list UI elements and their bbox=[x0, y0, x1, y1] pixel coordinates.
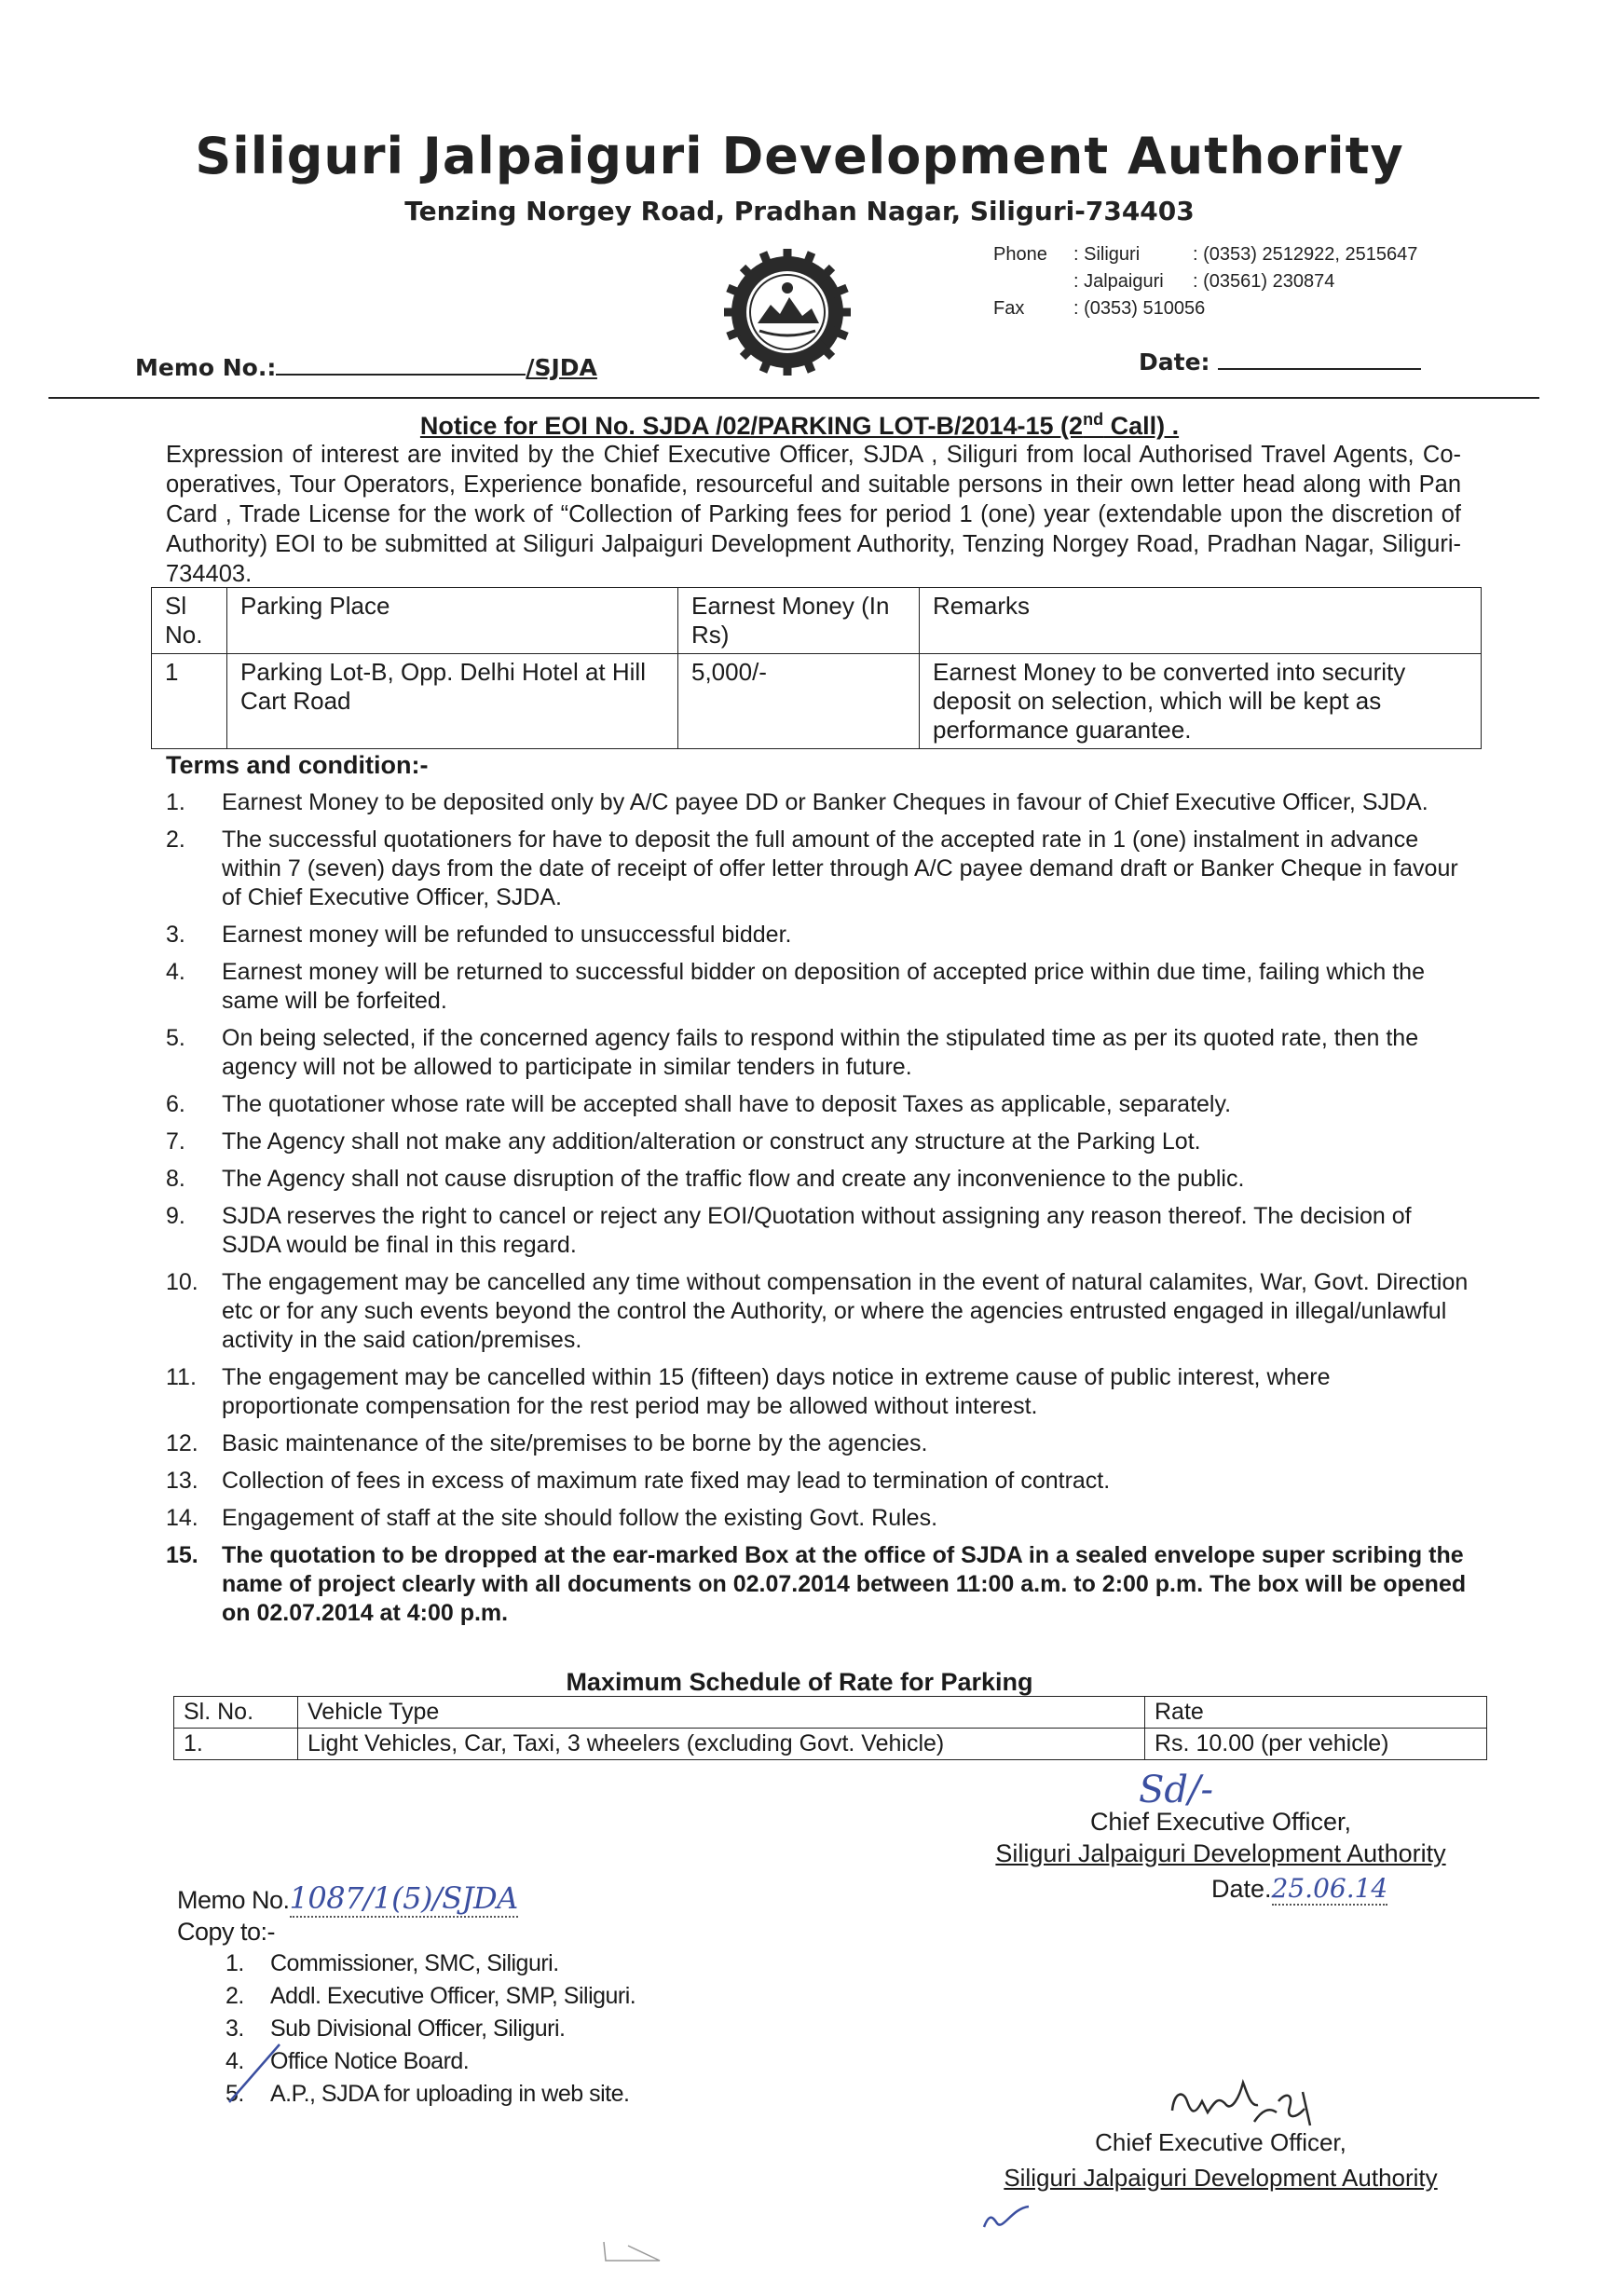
term-number: 8. bbox=[166, 1166, 185, 1192]
list-item bbox=[166, 1128, 1470, 1156]
term-text: Earnest money will be returned to successful bidder on deposition of accepted price within due time, failing which the same will be forfeited. bbox=[222, 959, 1425, 1014]
list-item bbox=[166, 788, 1470, 817]
list-item bbox=[166, 1090, 1470, 1119]
cell-sl: 1. bbox=[174, 1729, 298, 1760]
list-item bbox=[166, 1541, 1470, 1628]
copy-number: 2. bbox=[226, 1983, 244, 2009]
copy-memo-line bbox=[177, 1880, 518, 1916]
organization-title: Siliguri Jalpaiguri Development Authority bbox=[195, 127, 1404, 185]
parking-table-header bbox=[152, 588, 1482, 654]
term-number: 4. bbox=[166, 959, 185, 985]
table-row bbox=[174, 1729, 1487, 1760]
organization-address: Tenzing Norgey Road, Pradhan Nagar, Siliguri-734403 bbox=[404, 196, 1195, 226]
list-item bbox=[166, 958, 1470, 1016]
scan-mark-icon bbox=[600, 2236, 665, 2264]
signature-top-date bbox=[1211, 1873, 1387, 1904]
date-blank bbox=[1218, 368, 1421, 370]
memo-blank bbox=[276, 374, 526, 376]
term-text: The quotation to be dropped at the ear-marked Box at the office of SJDA in a sealed envelope super scribing the name of project clearly with all documents on 02.07.2014 between 11:00 a.m. to 2:00 p.m. The box will be opened on 02.07.2014 at 4:00 p.m. bbox=[222, 1542, 1467, 1626]
copy-text: Sub Divisional Officer, Siliguri. bbox=[270, 2016, 566, 2042]
term-number: 12. bbox=[166, 1430, 198, 1456]
cell-parking-place: Parking Lot-B, Opp. Delhi Hotel at Hill Cart Road bbox=[227, 654, 678, 749]
date-label: Date: bbox=[1139, 348, 1210, 376]
term-text: Earnest Money to be deposited only by A/C payee DD or Banker Cheques in favour of Chief Executive Officer, SJDA. bbox=[222, 789, 1428, 815]
terms-list bbox=[166, 788, 1470, 1636]
term-number: 10. bbox=[166, 1269, 198, 1295]
term-number: 7. bbox=[166, 1128, 185, 1155]
cell-vehicle-type: Light Vehicles, Car, Taxi, 3 wheelers (excluding Govt. Vehicle) bbox=[298, 1729, 1145, 1760]
col-header-sl: Sl. No. bbox=[174, 1697, 298, 1729]
contact-place: : Siliguri bbox=[1073, 244, 1141, 265]
table-row bbox=[152, 654, 1482, 749]
list-item bbox=[166, 826, 1470, 912]
memo-suffix: /SJDA bbox=[526, 354, 597, 381]
list-item bbox=[166, 1024, 1470, 1082]
list-item bbox=[226, 2078, 878, 2111]
list-item bbox=[226, 2013, 878, 2045]
list-item bbox=[166, 1504, 1470, 1533]
term-number: 9. bbox=[166, 1203, 185, 1229]
term-text: Earnest money will be refunded to unsuccessful bidder. bbox=[222, 922, 792, 948]
pen-mark-icon bbox=[980, 2199, 1036, 2236]
sjda-seal-logo bbox=[722, 247, 853, 377]
term-text: The engagement may be cancelled within 15 (fifteen) days notice in extreme cause of public interest, where proportionate compensation for the rest period may be allowed without interest. bbox=[222, 1364, 1331, 1419]
col-header-earnest-money: Earnest Money (In Rs) bbox=[678, 588, 920, 654]
schedule-table bbox=[173, 1696, 1487, 1760]
col-header-rate: Rate bbox=[1145, 1697, 1487, 1729]
list-item bbox=[166, 1268, 1470, 1355]
list-item bbox=[166, 1467, 1470, 1496]
copy-number: 3. bbox=[226, 2016, 244, 2042]
list-item bbox=[166, 1165, 1470, 1194]
copy-memo-value: 1087/1(5)/SJDA bbox=[289, 1880, 518, 1916]
term-number: 6. bbox=[166, 1091, 185, 1117]
term-text: Engagement of staff at the site should follow the existing Govt. Rules. bbox=[222, 1505, 938, 1531]
copy-memo-label: Memo No. bbox=[177, 1886, 290, 1914]
term-text: The successful quotationers for have to deposit the full amount of the accepted rate in 1 (one) instalment in advance within 7 (seven) days from the date of receipt of offer letter through A/C payee demand draft or Banker Cheque in favour of Chief Executive Officer, SJDA. bbox=[222, 827, 1458, 910]
cell-remarks: Earnest Money to be converted into security deposit on selection, which will be kept as performance guarantee. bbox=[920, 654, 1482, 749]
list-item bbox=[166, 1202, 1470, 1260]
copy-number: 4. bbox=[226, 2048, 244, 2074]
contact-block bbox=[991, 240, 1425, 323]
copy-text: Commissioner, SMC, Siliguri. bbox=[270, 1950, 559, 1976]
notice-title bbox=[0, 410, 1599, 441]
col-header-vehicle-type: Vehicle Type bbox=[298, 1697, 1145, 1729]
term-number: 13. bbox=[166, 1468, 198, 1494]
copy-to-label: Copy to:- bbox=[177, 1918, 276, 1946]
list-item bbox=[166, 921, 1470, 950]
checkmark-icon bbox=[224, 2041, 298, 2115]
signature-bottom-designation: Chief Executive Officer, bbox=[1095, 2128, 1346, 2156]
date-line bbox=[1139, 348, 1421, 376]
term-text: SJDA reserves the right to cancel or reject any EOI/Quotation without assigning any reason thereof. The decision of SJDA would be final in this regard. bbox=[222, 1203, 1412, 1258]
list-item bbox=[166, 1363, 1470, 1421]
term-number: 11. bbox=[166, 1364, 197, 1390]
cell-rate: Rs. 10.00 (per vehicle) bbox=[1145, 1729, 1487, 1760]
term-number: 5. bbox=[166, 1025, 185, 1051]
term-number: 15. bbox=[166, 1542, 198, 1568]
contact-place: : (0353) 510056 bbox=[1073, 298, 1206, 319]
notice-title-end: Call) . bbox=[1103, 412, 1180, 440]
term-text: Basic maintenance of the site/premises to be borne by the agencies. bbox=[222, 1430, 928, 1456]
handwritten-initials-signature bbox=[1165, 2064, 1323, 2139]
contact-label: Fax bbox=[993, 298, 1025, 319]
schedule-table-header bbox=[174, 1697, 1487, 1729]
list-item bbox=[166, 1429, 1470, 1458]
term-number: 1. bbox=[166, 789, 185, 815]
memo-label: Memo No.: bbox=[135, 354, 277, 381]
schedule-heading: Maximum Schedule of Rate for Parking bbox=[566, 1668, 1033, 1696]
contact-row bbox=[993, 296, 1423, 321]
contact-label: Phone bbox=[993, 244, 1047, 265]
term-number: 14. bbox=[166, 1505, 198, 1531]
term-text: The Agency shall not cause disruption of the traffic flow and create any inconvenience to the public. bbox=[222, 1166, 1245, 1192]
date-label: Date. bbox=[1211, 1875, 1272, 1903]
copy-text: Addl. Executive Officer, SMP, Siliguri. bbox=[270, 1983, 636, 2009]
copy-number: 1. bbox=[226, 1950, 244, 1976]
copy-number: 5. bbox=[226, 2081, 244, 2107]
parking-table bbox=[151, 587, 1482, 749]
copy-text: Office Notice Board. bbox=[270, 2048, 470, 2074]
contact-row bbox=[993, 242, 1423, 267]
col-header-remarks: Remarks bbox=[920, 588, 1482, 654]
notice-body: Expression of interest are invited by the Chief Executive Officer, SJDA , Siliguri from local Authorised Travel Agents, Co-operatives, Tour Operators, Experience bonafide, resourceful and suitable persons in their own letter head along with Pan Card , Trade License for the work of “Collection of Parking fees for period 1 (one) year (extendable upon the discretion of Authority) EOI to be submitted at Siliguri Jalpaiguri Development Authority, Tenzing Norgey Road, Pradhan Nagar, Siliguri-734403. bbox=[166, 442, 1461, 587]
term-text: On being selected, if the concerned agency fails to respond within the stipulated time as per its quoted rate, then the agency will not be allowed to participate in similar tenders in future. bbox=[222, 1025, 1419, 1080]
signature-top-organization: Siliguri Jalpaiguri Development Authority bbox=[995, 1839, 1446, 1867]
signature-sd: Sd/- bbox=[1139, 1769, 1213, 1811]
contact-number: : (03561) 230874 bbox=[1193, 271, 1335, 292]
list-item bbox=[226, 1980, 878, 2013]
copy-text: A.P., SJDA for uploading in web site. bbox=[270, 2081, 630, 2107]
term-text: Collection of fees in excess of maximum rate fixed may lead to termination of contract. bbox=[222, 1468, 1111, 1494]
term-text: The quotationer whose rate will be accepted shall have to deposit Taxes as applicable, separately. bbox=[222, 1091, 1232, 1117]
col-header-sl: Sl No. bbox=[152, 588, 227, 654]
contact-place: : Jalpaiguri bbox=[1073, 271, 1164, 292]
contact-number: : (0353) 2512922, 2515647 bbox=[1193, 244, 1418, 265]
date-value: 25.06.14 bbox=[1271, 1873, 1388, 1904]
notice-title-main: Notice for EOI No. SJDA /02/PARKING LOT-B/2014-15 (2 bbox=[419, 412, 1084, 440]
cell-earnest-money: 5,000/- bbox=[678, 654, 920, 749]
term-number: 3. bbox=[166, 922, 185, 948]
copy-list bbox=[226, 1948, 878, 2111]
contact-row bbox=[993, 269, 1423, 294]
signature-top-designation: Chief Executive Officer, bbox=[1089, 1808, 1352, 1836]
notice-title-superscript: nd bbox=[1083, 410, 1104, 429]
term-text: The Agency shall not make any addition/alteration or construct any structure at the Parking Lot. bbox=[222, 1128, 1201, 1155]
col-header-parking-place: Parking Place bbox=[227, 588, 678, 654]
term-text: The engagement may be cancelled any time without compensation in the event of natural calamites, War, Govt. Direction etc or for any such events beyond the control the Authority, or where the agencies entrusted engaged in illegal/unlawful activity in the said cation/premises. bbox=[222, 1269, 1469, 1353]
contact-label bbox=[993, 269, 1072, 294]
list-item bbox=[226, 2045, 878, 2078]
list-item bbox=[226, 1948, 878, 1980]
header-divider bbox=[48, 397, 1539, 399]
term-number: 2. bbox=[166, 827, 185, 853]
memo-number-line bbox=[135, 354, 597, 381]
cell-sl: 1 bbox=[152, 654, 227, 749]
terms-heading: Terms and condition:- bbox=[166, 751, 429, 779]
signature-bottom-organization: Siliguri Jalpaiguri Development Authority bbox=[1004, 2164, 1438, 2192]
